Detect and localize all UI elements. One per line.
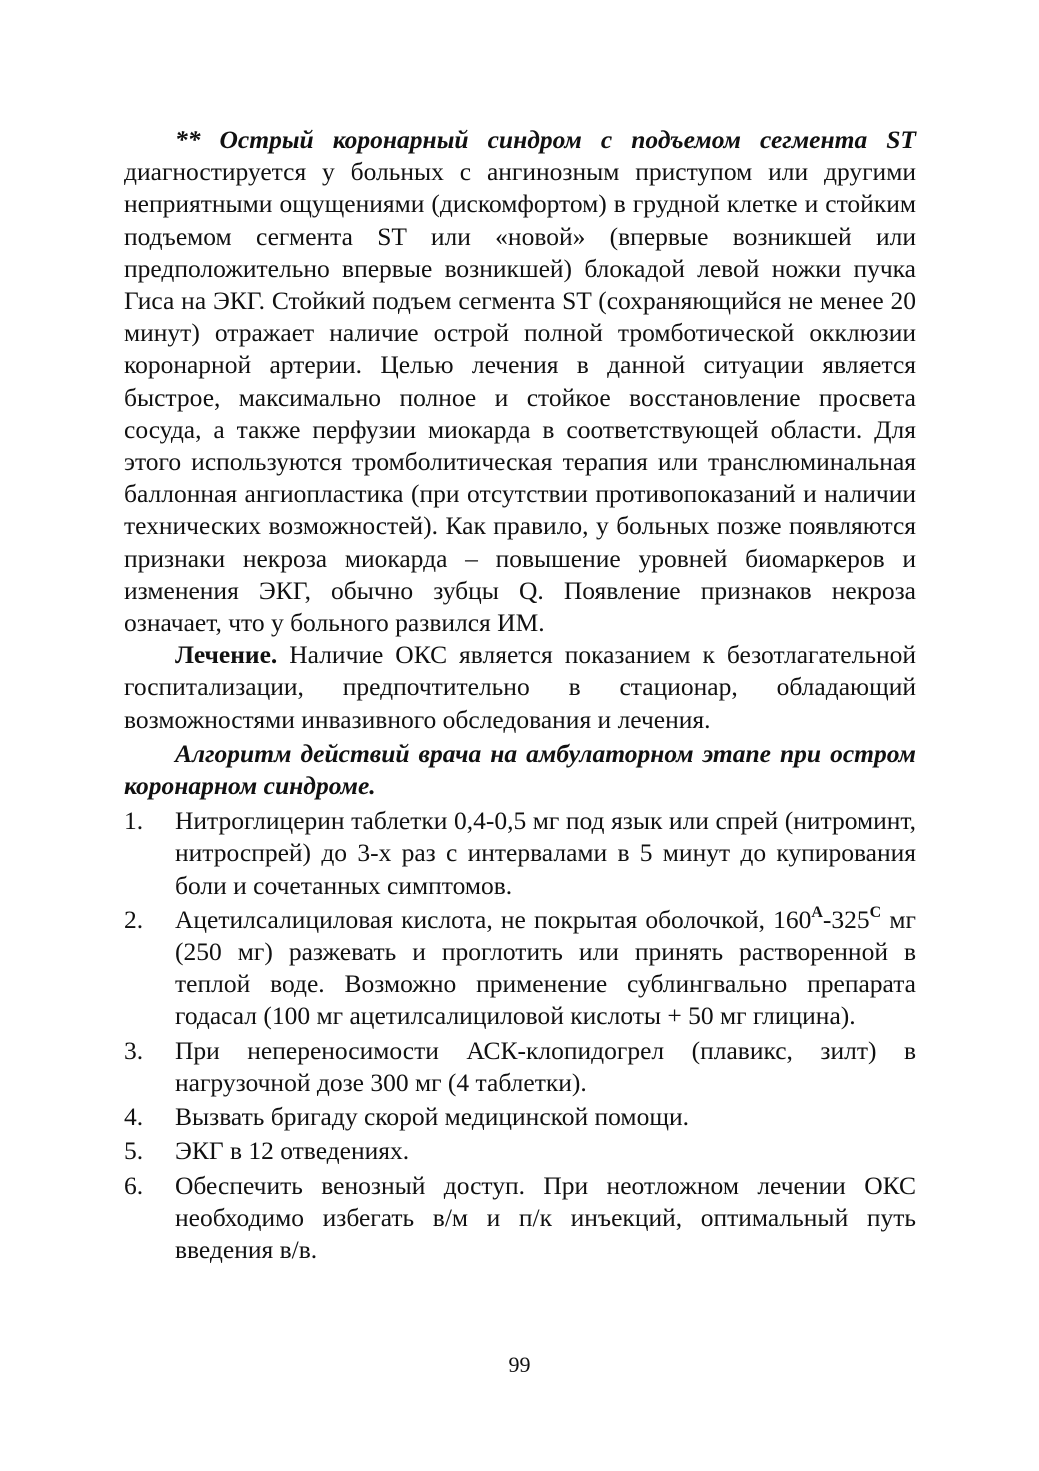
list-item [124, 805, 916, 902]
list-item-text: Обеспечить венозный доступ. При неотложном лечении ОКС необходимо избегать в/м и п/к инъекций, оптимальный путь введения в/в. [175, 1170, 916, 1264]
list-item-number: 6. [124, 1170, 144, 1200]
list-item [124, 904, 916, 1033]
evidence-level-c: C [869, 903, 882, 921]
treatment-text: Наличие ОКС является показанием к безотлагательной госпитализации, предпочтительно в стационар, обладающий возможностями инвазивного обследования и лечения. [124, 640, 916, 734]
list-item-number: 2. [124, 904, 144, 934]
list-item [124, 1170, 916, 1267]
algorithm-steps-list [124, 805, 916, 1266]
stemi-heading: ** Острый коронарный синдром с подъемом сегмента ST [175, 125, 916, 154]
list-item [124, 1101, 916, 1133]
intro-paragraph [124, 124, 916, 639]
list-item-text [175, 905, 916, 1031]
list-item-number: 1. [124, 806, 144, 836]
evidence-level-a: A [811, 903, 823, 921]
treatment-paragraph [124, 639, 916, 736]
algorithm-title: Алгоритм действий врача на амбулаторном этапе при остром коронарном синдроме. [124, 738, 916, 801]
list-item-text: ЭКГ в 12 отведениях. [175, 1136, 410, 1166]
intro-text: диагностируется у больных с ангинозным приступом или другими неприятными ощущениями (дискомфортом) в грудной клетке и стойким подъемом сегмента ST или «новой» (впервые возникшей или предположительно впервые возникшей) блокадой левой ножки пучка Гиса на ЭКГ. Стойкий подъем сегмента ST (сохраняющийся не менее 20 минут) отражает наличие острой полной тромботической окклюзии коронарной артерии. Целью лечения в данной ситуации является быстрое, максимально полное и стойкое восстановление просвета сосуда, а также перфузии миокарда в соответствующей области. Для этого используются тромболитическая терапия или транслюминальная баллонная ангиопластика (при отсутствии противопоказаний и наличии технических возможностей). Как правило, у больных позже появляются признаки некроза миокарда – повышение уровней биомаркеров и изменения ЭКГ, обычно зубцы Q. Появление признаков некроза означает, что у больного развился ИМ. [124, 157, 916, 638]
list-item-number: 5. [124, 1136, 144, 1166]
list-item-text: При непереносимости АСК-клопидогрел (плавикс, зилт) в нагрузочной дозе 300 мг (4 таблетки). [175, 1035, 916, 1097]
document-page [124, 124, 916, 1268]
list-item-text: Вызвать бригаду скорой медицинской помощи. [175, 1102, 689, 1132]
treatment-label: Лечение. [175, 640, 278, 670]
aspirin-text-part3: мг (250 мг) разжевать и проглотить или принять растворенной в теплой воде. Возможно применение сублингвально препарата годасал (100 мг ацетилсалициловой кислоты + 50 мг глицина). [175, 904, 916, 1031]
list-item-number: 3. [124, 1035, 144, 1065]
page-number: 99 [508, 1352, 531, 1377]
aspirin-text-part1: Ацетилсалициловая кислота, не покрытая оболочкой, 160 [175, 904, 812, 934]
list-item-number: 4. [124, 1102, 144, 1132]
list-item [124, 1035, 916, 1099]
aspirin-text-part2: -325 [822, 904, 870, 934]
list-item [124, 1135, 916, 1167]
list-item-text: Нитроглицерин таблетки 0,4-0,5 мг под язык или спрей (нитроминт, нитроспрей) до 3-х раз с интервалами в 5 минут до купирования боли и сочетанных симптомов. [175, 806, 916, 900]
